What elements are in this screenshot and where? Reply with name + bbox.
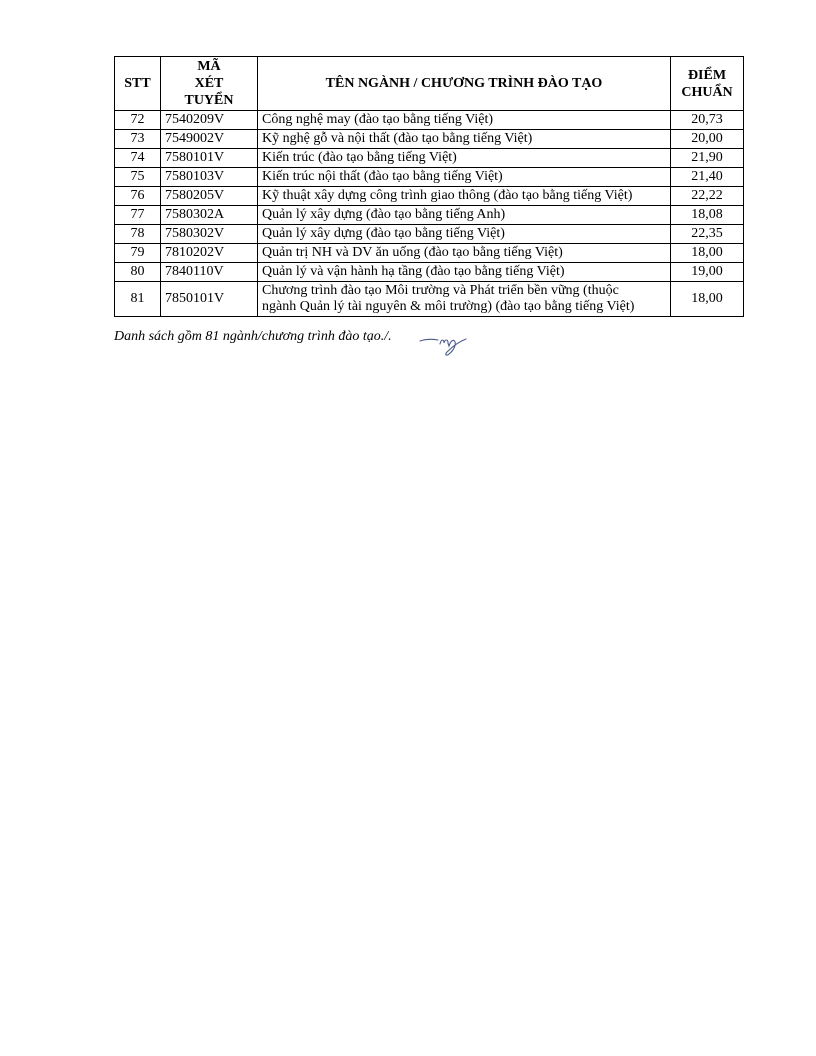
program-name-line: Công nghệ may (đào tạo bằng tiếng Việt) (262, 112, 494, 127)
signature-icon (418, 330, 470, 358)
program-name-line: Quản trị NH và DV ăn uống (đào tạo bằng tiếng Việt) (262, 245, 563, 260)
program-name-line: Kỹ thuật xây dựng công trình giao thông (đào tạo bằng tiếng Việt) (262, 188, 633, 203)
cell-cutoff-score: 18,00 (671, 282, 744, 317)
table-row (115, 225, 744, 244)
cell-stt: 77 (115, 206, 161, 225)
cell-admission-code: 7580302V (161, 225, 258, 244)
header-code-line: MÃ (197, 59, 221, 74)
cell-stt: 76 (115, 187, 161, 206)
cell-cutoff-score: 22,35 (671, 225, 744, 244)
cell-program-name (258, 244, 671, 263)
cell-cutoff-score: 19,00 (671, 263, 744, 282)
cell-program-name (258, 263, 671, 282)
header-score-line: CHUẨN (681, 84, 733, 100)
program-name-line: ngành Quản lý tài nguyên & môi trường) (đào tạo bằng tiếng Việt) (262, 299, 635, 314)
header-stt: STT (115, 57, 161, 111)
cell-stt: 75 (115, 168, 161, 187)
cell-admission-code: 7810202V (161, 244, 258, 263)
table-row (115, 244, 744, 263)
program-name-line: Quản lý xây dựng (đào tạo bằng tiếng Việt) (262, 226, 505, 241)
program-name-line: Chương trình đào tạo Môi trường và Phát triển bền vững (thuộc (262, 283, 619, 298)
table-row (115, 149, 744, 168)
cell-program-name (258, 168, 671, 187)
cell-program-name (258, 206, 671, 225)
cell-cutoff-score: 21,90 (671, 149, 744, 168)
cell-admission-code: 7580101V (161, 149, 258, 168)
cell-admission-code: 7840110V (161, 263, 258, 282)
cell-program-name (258, 187, 671, 206)
cell-stt: 81 (115, 282, 161, 317)
cell-admission-code: 7580302A (161, 206, 258, 225)
cell-program-name (258, 111, 671, 130)
cell-cutoff-score: 18,08 (671, 206, 744, 225)
header-score (671, 57, 744, 111)
cell-cutoff-score: 18,00 (671, 244, 744, 263)
table-row (115, 168, 744, 187)
cell-stt: 78 (115, 225, 161, 244)
table-row (115, 130, 744, 149)
cell-stt: 72 (115, 111, 161, 130)
table-header-row (115, 57, 744, 111)
table-row (115, 187, 744, 206)
table-body (115, 111, 744, 317)
cell-cutoff-score: 21,40 (671, 168, 744, 187)
program-name-line: Kiến trúc nội thất (đào tạo bằng tiếng Việt) (262, 169, 503, 184)
table-row (115, 282, 744, 317)
cell-admission-code: 7580103V (161, 168, 258, 187)
cell-stt: 74 (115, 149, 161, 168)
footnote-text: Danh sách gồm 81 ngành/chương trình đào tạo./. (114, 329, 392, 344)
admission-score-table (114, 56, 744, 317)
header-code-line: XÉT (194, 76, 224, 91)
cell-admission-code: 7540209V (161, 111, 258, 130)
program-name-line: Quản lý và vận hành hạ tầng (đào tạo bằng tiếng Việt) (262, 264, 565, 279)
header-code (161, 57, 258, 111)
header-score-line: ĐIỂM (687, 67, 727, 83)
table-row (115, 111, 744, 130)
program-name-line: Quản lý xây dựng (đào tạo bằng tiếng Anh) (262, 207, 506, 222)
cell-cutoff-score: 22,22 (671, 187, 744, 206)
cell-admission-code: 7549002V (161, 130, 258, 149)
cell-stt: 79 (115, 244, 161, 263)
cell-program-name (258, 282, 671, 317)
cell-admission-code: 7580205V (161, 187, 258, 206)
cell-program-name (258, 149, 671, 168)
cell-admission-code: 7850101V (161, 282, 258, 317)
cell-program-name (258, 225, 671, 244)
header-program-name: TÊN NGÀNH / CHƯƠNG TRÌNH ĐÀO TẠO (258, 57, 671, 111)
cell-stt: 80 (115, 263, 161, 282)
cell-cutoff-score: 20,00 (671, 130, 744, 149)
table-row (115, 206, 744, 225)
program-name-line: Kỹ nghệ gỗ và nội thất (đào tạo bằng tiếng Việt) (262, 131, 533, 146)
cell-program-name (258, 130, 671, 149)
cell-stt: 73 (115, 130, 161, 149)
cell-cutoff-score: 20,73 (671, 111, 744, 130)
header-code-line: TUYỂN (184, 93, 234, 108)
program-name-line: Kiến trúc (đào tạo bằng tiếng Việt) (262, 150, 457, 165)
table-row (115, 263, 744, 282)
